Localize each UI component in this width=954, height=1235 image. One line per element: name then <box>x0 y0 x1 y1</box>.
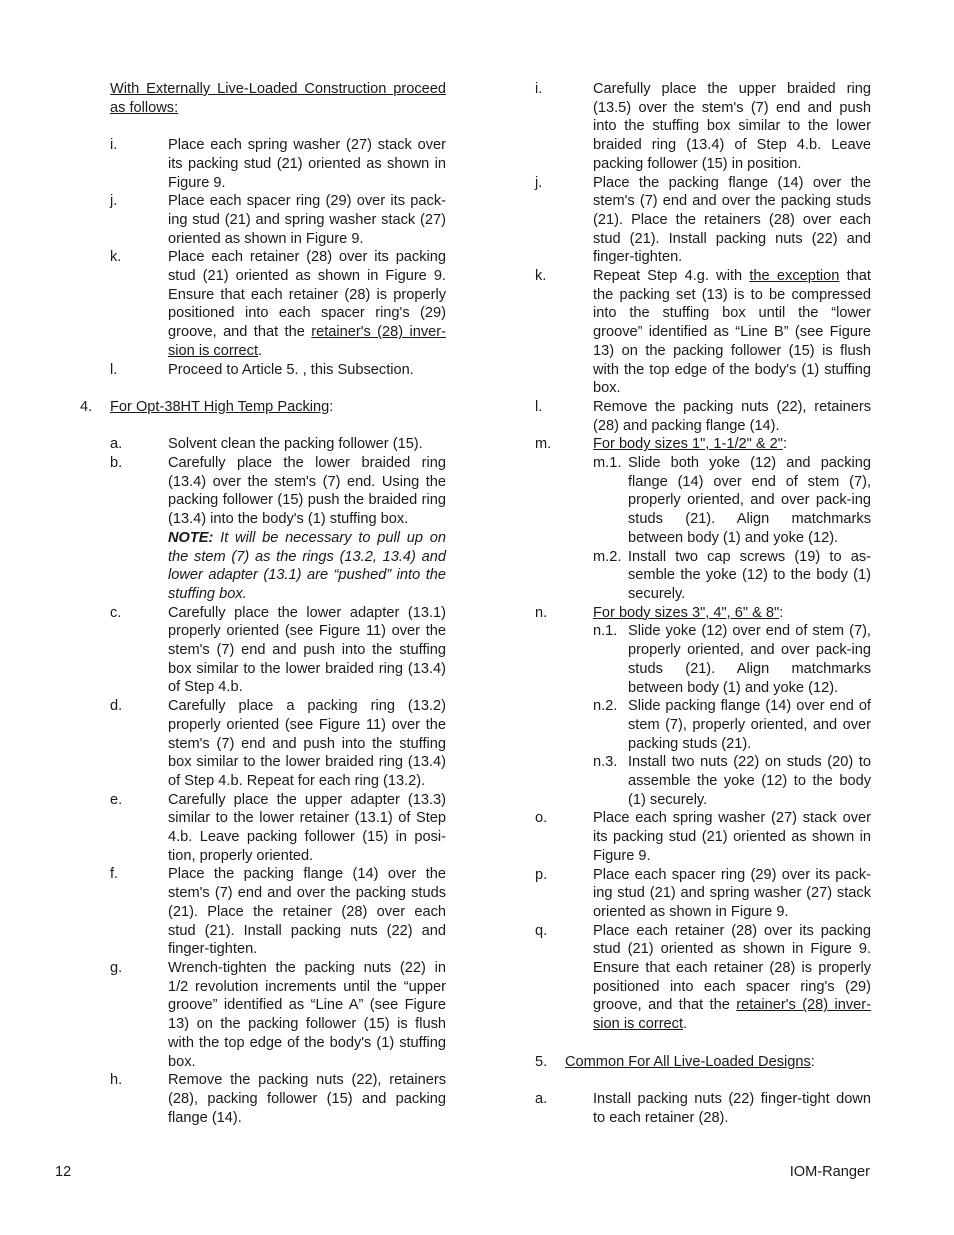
list-item: a. Install packing nuts (22) finger-tight down to each retainer (28). <box>535 1090 871 1126</box>
left-column <box>80 80 447 1127</box>
list-item: l. Remove the packing nuts (22), retainers (28) and packing flange (14). <box>535 398 871 434</box>
sub-list-item: n.3. Install two nuts (22) on studs (20) to assemble the yoke (12) to the body (1) securely. <box>593 754 871 808</box>
intro-heading: With Externally Live-Loaded Construction proceed as follows: <box>110 81 446 116</box>
list-item: j. Place the packing flange (14) over the stem's (7) end and over the packing studs (21). Place the retainers (28) over each stud (21). Install packing nuts (22) and finger-tighten. <box>535 174 871 266</box>
list-item: f. Place the packing flange (14) over the stem's (7) end and over the packing studs (21). Place the retainer (28) over each stud (21). Install packing nuts (22) and finger-tighten. <box>110 866 446 958</box>
list-item: g. Wrench-tighten the packing nuts (22) in 1/2 revolution increments until the “upper groove” identified as “Line A” (see Figure 13) on the packing follower (15) is flush with the top edge of the body's (1) stuffing box. <box>110 960 446 1070</box>
page-number: 12 <box>55 1164 72 1180</box>
list-item: i. Carefully place the upper braided ring (13.5) over the stem's (7) end and push into the stuffing box similar to the lower braided ring (13.4) of Step 4.b. Leave packing follower (15) in position. <box>535 81 871 172</box>
sub-list-item: n.1. Slide yoke (12) over end of stem (7), properly oriented, and over pack-ing studs (21). Align matchmarks between body (1) and yoke (12). <box>593 623 871 696</box>
list-item: n. For body sizes 3", 4", 6" & 8": <box>535 604 784 621</box>
list-item: p. Place each spacer ring (29) over its pack-ing stud (21) and spring washer (27) stack oriented as shown in Figure 9. <box>535 866 871 920</box>
sub-list-item: m.1. Slide both yoke (12) and packing flange (14) over end of stem (7), properly oriented, and over pack-ing studs (21). Align matchmarks between body (1) and yoke (12). <box>593 455 871 546</box>
sub-list-item: n.2. Slide packing flange (14) over end of stem (7), properly oriented, and over packing studs (21). <box>593 698 871 752</box>
right-column <box>535 80 871 1127</box>
note-text: It will be necessary to pull up on the stem (7) as the rings (13.2, 13.4) and lower adapter (13.1) are “pushed” into the stuffing box. <box>168 529 446 602</box>
list-item: d. Carefully place a packing ring (13.2) properly oriented (see Figure 11) over the stem's (7) end and push into the stuffing box similar to the lower braided ring (13.4) of Step 4.b. Repeat for each ring (13.2). <box>110 698 446 789</box>
list-item: l. Proceed to Article 5. , this Subsection. <box>110 361 414 378</box>
list-item: k. Repeat Step 4.g. with the exception that the packing set (13) is to be compressed into the stuffing box until the “lower groove” identified as “Line B” (see Figure 13) on the packing follower (15) is flush with the top edge of the body's (1) stuffing box. <box>535 268 871 397</box>
note-label: NOTE: <box>168 529 214 546</box>
section-heading: 5. Common For All Live-Loaded Designs: <box>535 1053 815 1070</box>
list-item: c. Carefully place the lower adapter (13.1) properly oriented (see Figure 11) over the stem's (7) end and push into the stuffing box similar to the lower braided ring (13.4) of Step 4.b. <box>110 604 446 696</box>
list-item: h. Remove the packing nuts (22), retainers (28), packing follower (15) and packing flange (14). <box>110 1072 446 1126</box>
list-item: o. Place each spring washer (27) stack over its packing stud (21) oriented as shown in Figure 9. <box>535 810 871 864</box>
list-item: k. Place each retainer (28) over its packing stud (21) oriented as shown in Figure 9. Ensure that each retainer (28) is properly positioned into each spacer ring's (29) groove, and that the retainer's (28) inver-sion is correct. <box>110 249 447 359</box>
list-item: a. Solvent clean the packing follower (15). <box>110 436 423 453</box>
list-item: q. Place each retainer (28) over its packing stud (21) oriented as shown in Figure 9. Ensure that each retainer (28) is properly positioned into each spacer ring's (29) groove, and that the retainer's (28) inver-sion is correct. <box>535 922 872 1033</box>
sub-list-item: m.2. Install two cap screws (19) to as-semble the yoke (12) to the body (1) securely. <box>593 548 871 602</box>
document-name: IOM-Ranger <box>789 1164 870 1180</box>
section-heading: 4. For Opt-38HT High Temp Packing: <box>80 398 334 415</box>
list-item: j. Place each spacer ring (29) over its pack-ing stud (21) and spring washer stack (27) oriented as shown in Figure 9. <box>110 193 446 247</box>
list-item: m. For body sizes 1", 1-1/2" & 2": <box>535 436 788 453</box>
list-item: e. Carefully place the upper adapter (13.3) similar to the lower retainer (13.1) of Step 4.b. Leave packing follower (15) in posi-tion, properly oriented. <box>110 791 446 864</box>
list-item: i. Place each spring washer (27) stack over its packing stud (21) oriented as shown in Figure 9. <box>110 137 446 191</box>
list-item: b. Carefully place the lower braided ring (13.4) over the stem's (7) end. Using the packing follower (15) push the braided ring (13.4) into the body's (1) stuffing box. NOTE: It will be necessary to pull up on the stem (7) as the rings (13.2, 13.4) and lower adapter (13.1) are “pushed” into the stuffing box. <box>110 455 446 602</box>
